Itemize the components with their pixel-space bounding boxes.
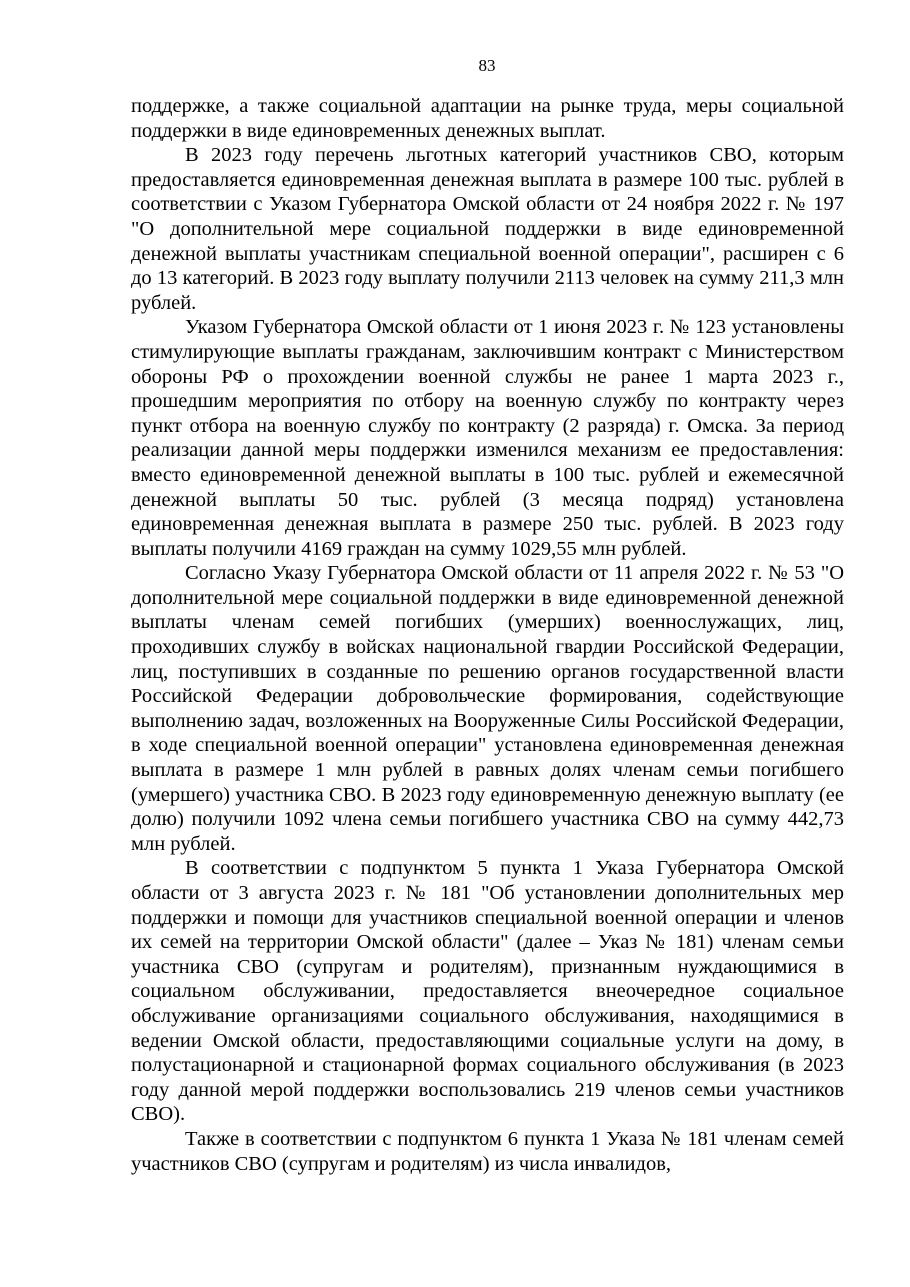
page-number: 83 — [478, 56, 496, 75]
body-text — [131, 94, 844, 1176]
paragraph-social-services: В соответствии с подпунктом 5 пункта 1 Указа Губернатора Омской области от 3 августа 2023 г. № 181 "Об установлении дополнительных мер поддержки и помощи для участников специальной военной операции и членов их семей на территории Омской области" (далее – Указ № 181) членам семьи участника СВО (супругам и родителям), признанным нуждающимися в социальном обслуживании, предоставляется внеочередное социальное обслуживание организациями социального обслуживания, находящимися в ведении Омской области, предоставляющими социальные услуги на дому, в полустационарной и стационарной формах социального обслуживания (в 2023 году данной мерой поддержки воспользовались 219 членов семьи участников СВО). — [131, 857, 844, 1126]
paragraph-continuation: поддержке, а также социальной адаптации на рынке труда, меры социальной поддержки в виде единовременных денежных выплат. — [131, 95, 844, 142]
paragraph-family-of-deceased-payment: Согласно Указу Губернатора Омской области от 11 апреля 2022 г. № 53 "О дополнительной мере социальной поддержки в виде единовременной денежной выплаты членам семей погибших (умерших) военнослужащих, лиц, проходивших службу в войсках национальной гвардии Российской Федерации, лиц, поступивших в созданные по решению органов государственной власти Российской Федерации добровольческие формирования, содействующие выполнению задач, возложенных на Вооруженные Силы Российской Федерации, в ходе специальной военной операции" установлена единовременная денежная выплата в размере 1 млн рублей в равных долях членам семьи погибшего (умершего) участника СВО. В 2023 году единовременную денежную выплату (ее долю) получили 1092 члена семьи погибшего участника СВО на сумму 442,73 млн рублей. — [131, 562, 844, 855]
paragraph-incentive-payments: Указом Губернатора Омской области от 1 июня 2023 г. № 123 установлены стимулирующие выплаты гражданам, заключившим контракт с Министерством обороны РФ о прохождении военной службы не ранее 1 марта 2023 г., прошедшим мероприятия по отбору на военную службу по контракту через пункт отбора на военную службу по контракту (2 разряда) г. Омска. За период реализации данной меры поддержки изменился механизм ее предоставления: вместо единовременной денежной выплаты в 100 тыс. рублей и ежемесячной денежной выплаты 50 тыс. рублей (3 месяца подряд) установлена единовременная денежная выплата в размере 250 тыс. рублей. В 2023 году выплаты получили 4169 граждан на сумму 1029,55 млн рублей. — [131, 316, 844, 560]
paragraph-svo-categories-payment: В 2023 году перечень льготных категорий участников СВО, которым предоставляется единовременная денежная выплата в размере 100 тыс. рублей в соответствии с Указом Губернатора Омской области от 24 ноября 2022 г. № 197 "О дополнительной мере социальной поддержки в виде единовременной денежной выплаты участникам специальной военной операции", расширен с 6 до 13 категорий. В 2023 году выплату получили 2113 человек на сумму 211,3 млн рублей. — [131, 144, 844, 314]
paragraph-disabled-family-members: Также в соответствии с подпунктом 6 пункта 1 Указа № 181 членам семей участников СВО (супругам и родителям) из числа инвалидов, — [131, 1127, 844, 1175]
